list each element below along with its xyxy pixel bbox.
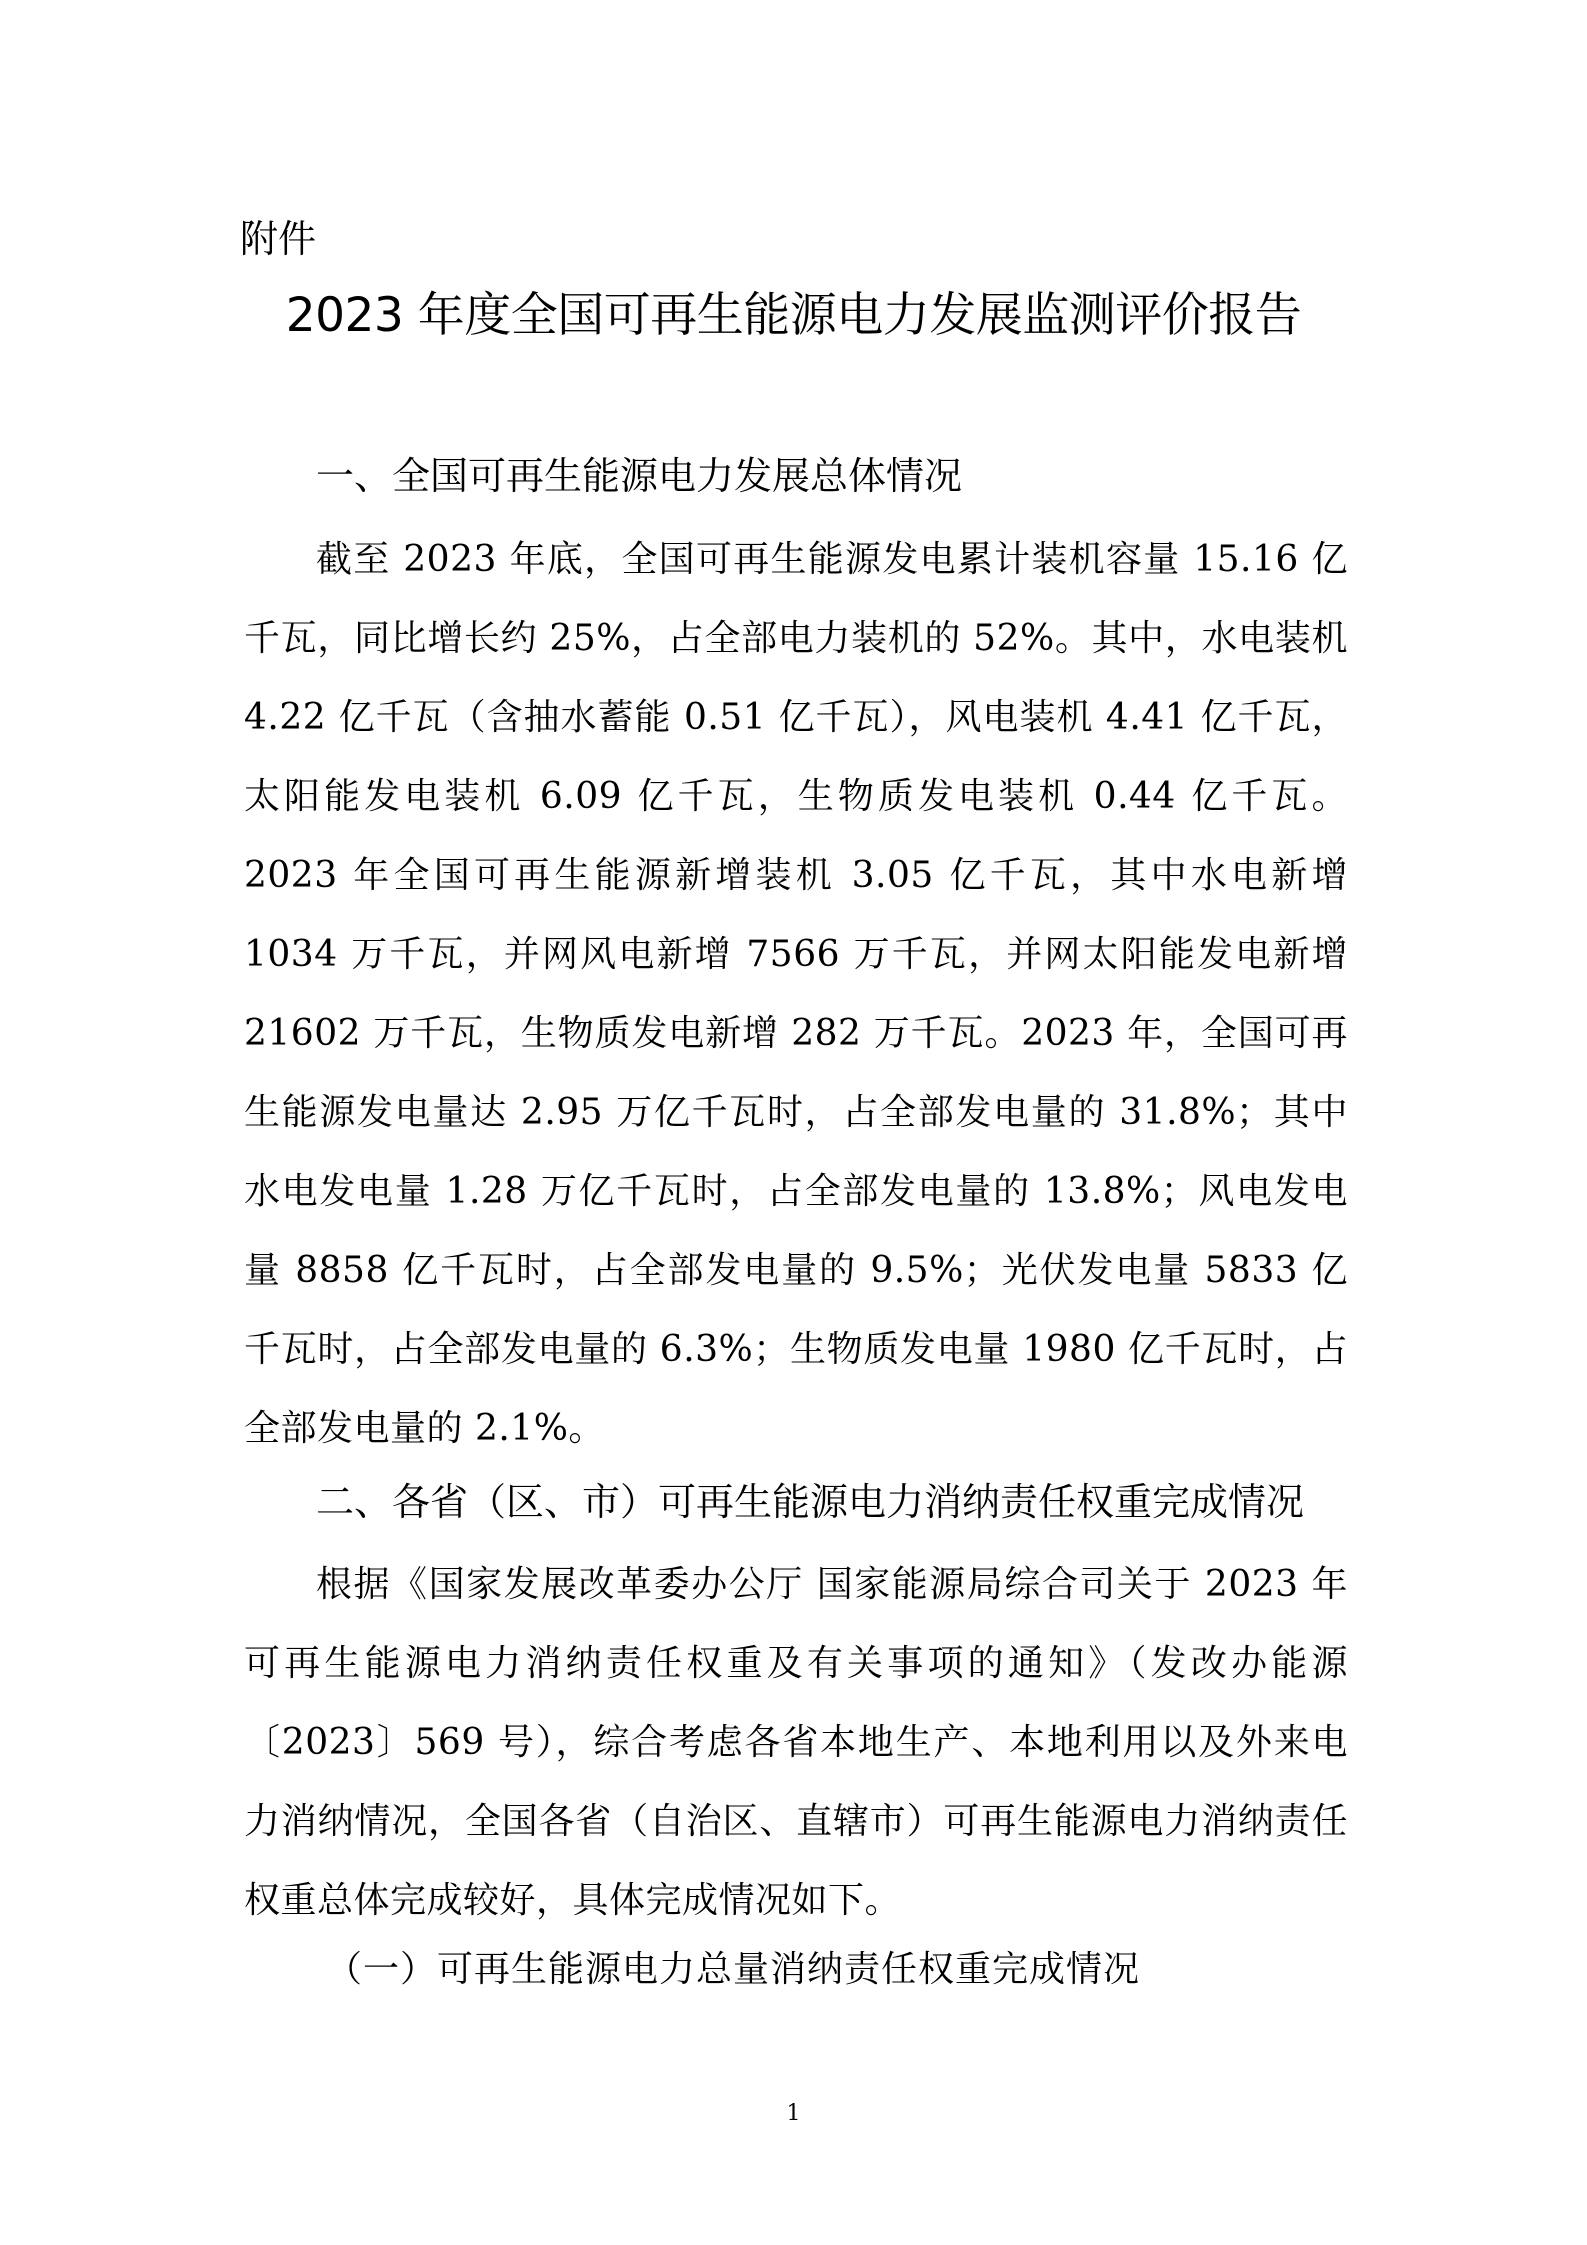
- attachment-label: 附件: [240, 217, 317, 261]
- section-2-paragraph: 根据《国家发展改革委办公厅 国家能源局综合司关于 2023 年可再生能源电力消纳责任权重及有关事项的通知》（发改办能源〔2023〕569 号），综合考虑各省本地生产、本地利用以及外来电力消纳情况，全国各省（自治区、直辖市）可再生能源电力消纳责任权重总体完成较好，具体完成情况如下。: [244, 1564, 1348, 1921]
- subsection-1-heading: （一）可再生能源电力总量消纳责任权重完成情况: [326, 1949, 1141, 1990]
- section-2-heading: 二、各省（区、市）可再生能源电力消纳责任权重完成情况: [316, 1480, 1305, 1524]
- section-1-paragraph: 截至 2023 年底，全国可再生能源发电累计装机容量 15.16 亿千瓦，同比增长约 25%，占全部电力装机的 52%。其中，水电装机 4.22 亿千瓦（含抽水蓄能 0.51 亿千瓦），风电装机 4.41 亿千瓦，太阳能发电装机 6.09 亿千瓦，生物质发电装机 0.44 亿千瓦。2023 年全国可再生能源新增装机 3.05 亿千瓦，其中水电新增 1034 万千瓦，并网风电新增 7566 万千瓦，并网太阳能发电新增 21602 万千瓦，生物质发电新增 282 万千瓦。2023 年，全国可再生能源发电量达 2.95 万亿千瓦时，占全部发电量的 31.8%；其中水电发电量 1.28 万亿千瓦时，占全部发电量的 13.8%；风电发电量 8858 亿千瓦时，占全部发电量的 9.5%；光伏发电量 5833 亿千瓦时，占全部发电量的 6.3%；生物质发电量 1980 亿千瓦时，占全部发电量的 2.1%。: [244, 539, 1348, 1449]
- page-number: 1: [786, 2101, 801, 2126]
- document-title: 2023 年度全国可再生能源电力发展监测评价报告: [285, 288, 1302, 343]
- section-1-heading: 一、全国可再生能源电力发展总体情况: [316, 454, 963, 498]
